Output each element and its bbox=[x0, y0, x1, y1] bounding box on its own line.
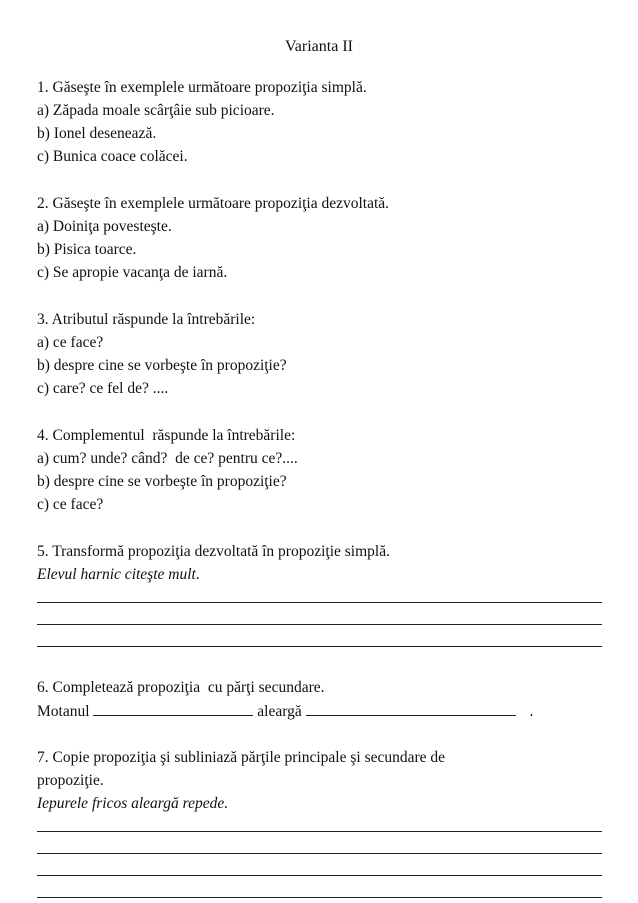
question-6-end: . bbox=[529, 703, 534, 720]
question-7-prompt-line-2: propoziţie. bbox=[37, 772, 104, 789]
question-3-option-b: b) despre cine se vorbeşte în propoziţie? bbox=[37, 357, 287, 374]
question-5-sentence bbox=[37, 563, 602, 586]
question-5-prompt: 5. Transformă propoziţia dezvoltată în propoziţie simplă. bbox=[37, 543, 390, 560]
answer-line[interactable] bbox=[37, 608, 602, 630]
question-2-option-c: c) Se apropie vacanţa de iarnă. bbox=[37, 264, 228, 281]
question-4-option-b: b) despre cine se vorbeşte în propoziţie? bbox=[37, 473, 287, 490]
question-7-prompt-line-1: 7. Copie propoziţia şi subliniază părţile principale şi secundare de bbox=[37, 749, 446, 766]
worksheet-content bbox=[37, 76, 602, 903]
question-6-word-2: aleargă bbox=[257, 703, 302, 720]
question-2-option-a: a) Doiniţa povesteşte. bbox=[37, 218, 172, 235]
question-2-option-b: b) Pisica toarce. bbox=[37, 241, 137, 258]
question-2-prompt: 2. Găseşte în exemplele următoare propoziţia dezvoltată. bbox=[37, 195, 390, 212]
fill-blank-2[interactable] bbox=[306, 699, 516, 716]
answer-line[interactable] bbox=[37, 586, 602, 608]
question-6-prompt: 6. Completează propoziţia cu părţi secundare. bbox=[37, 679, 325, 696]
answer-line[interactable] bbox=[37, 837, 602, 859]
question-3-option-c: c) care? ce fel de? .... bbox=[37, 380, 169, 397]
question-1-option-c: c) Bunica coace colăcei. bbox=[37, 148, 188, 165]
question-3-option-a: a) ce face? bbox=[37, 334, 104, 351]
question-7-sentence: Iepurele fricos aleargă repede. bbox=[37, 795, 229, 812]
question-1-prompt: 1. Găseşte în exemplele următoare propoziţia simplă. bbox=[37, 79, 367, 96]
fill-blank-1[interactable] bbox=[93, 699, 253, 716]
question-4-prompt: 4. Complementul răspunde la întrebările: bbox=[37, 427, 296, 444]
question-6-fill-sentence bbox=[37, 699, 602, 722]
answer-line[interactable] bbox=[37, 815, 602, 837]
page-title: Varianta II bbox=[285, 38, 353, 55]
answer-line[interactable] bbox=[37, 630, 602, 652]
question-6-word-1: Motanul bbox=[37, 703, 90, 720]
question-1-option-b: b) Ionel desenează. bbox=[37, 125, 157, 142]
question-1-option-a: a) Zăpada moale scârţâie sub picioare. bbox=[37, 102, 275, 119]
question-4-option-a: a) cum? unde? când? de ce? pentru ce?.... bbox=[37, 450, 298, 467]
answer-line[interactable] bbox=[37, 859, 602, 881]
question-3-prompt: 3. Atributul răspunde la întrebările: bbox=[37, 311, 256, 328]
question-4-option-c: c) ce face? bbox=[37, 496, 104, 513]
answer-line[interactable] bbox=[37, 881, 602, 903]
question-5-sentence-end: . bbox=[195, 566, 200, 583]
question-5-sentence-text: Elevul harnic citeşte mult bbox=[37, 566, 196, 583]
